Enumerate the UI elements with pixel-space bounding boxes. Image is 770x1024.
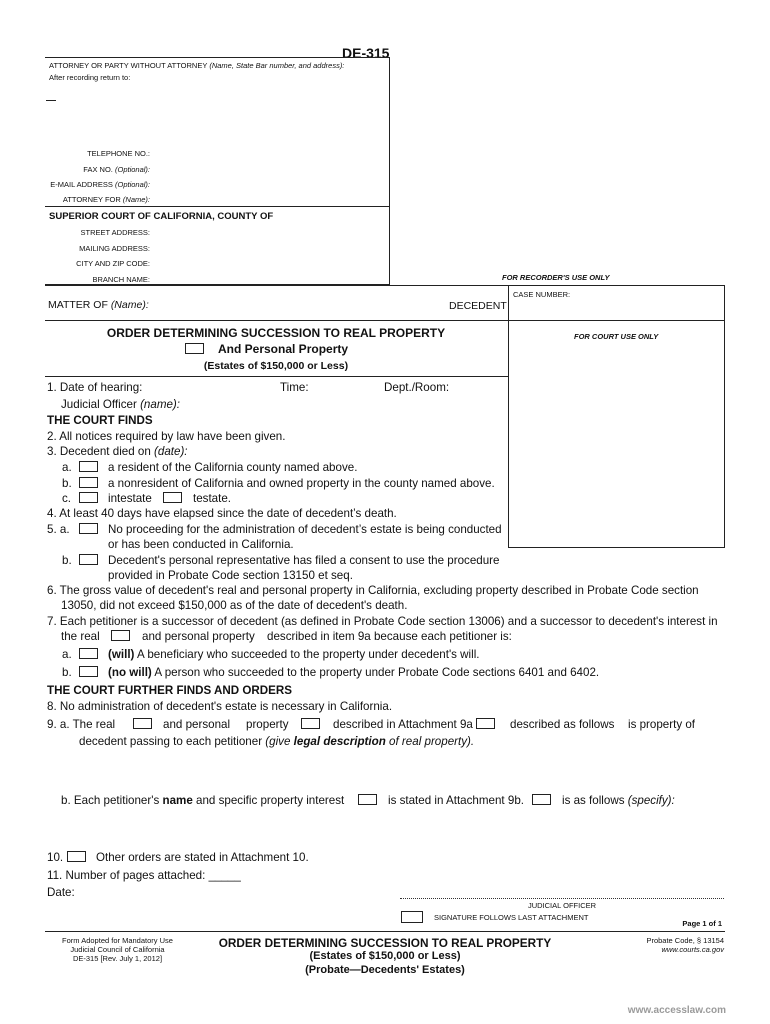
item-10-text: Other orders are stated in Attachment 10. — [96, 851, 309, 864]
item-7b-label: b. — [62, 666, 72, 679]
signature-line — [400, 898, 724, 899]
item-7-the-real: the real — [61, 630, 100, 643]
court-use-label: FOR COURT USE ONLY — [574, 332, 659, 341]
item-4: 4. At least 40 days have elapsed since the date of decedent’s death. — [47, 507, 397, 520]
footer-title-1: ORDER DETERMINING SUCCESSION TO REAL PROPERTY — [218, 936, 552, 950]
item-5b-checkbox[interactable] — [79, 554, 98, 565]
item-9b-attachment: is stated in Attachment 9b. — [388, 794, 524, 807]
item-3a-checkbox[interactable] — [79, 461, 98, 472]
intestate-label: intestate — [108, 492, 152, 505]
item-9a-is: is property of — [628, 718, 696, 731]
court-use-bottom — [508, 547, 725, 548]
item-11: 11. Number of pages attached: _____ — [47, 869, 241, 882]
page-number: Page 1 of 1 — [682, 919, 722, 928]
item-9a-line-2: decedent passing to each petitioner (give legal description of real property). — [79, 735, 475, 748]
branch-label: BRANCH NAME: — [92, 275, 150, 284]
court-use-divider — [508, 285, 509, 548]
item-3a-text: a resident of the California county named above. — [108, 461, 358, 474]
footer-adopted-2: Judicial Council of California — [70, 945, 165, 954]
item-5a-text-1: No proceeding for the administration of decedent’s estate is being conducted — [108, 523, 502, 536]
form-title: ORDER DETERMINING SUCCESSION TO REAL PROPERTY — [106, 326, 446, 340]
item-9a-property: property — [246, 718, 289, 731]
item-10-label: 10. — [47, 851, 64, 864]
footer-watermark: www.accesslaw.com — [627, 1005, 726, 1016]
item-7-described: described in item 9a because each petitioner is: — [267, 630, 512, 643]
item-9a-follows: described as follows — [510, 718, 615, 731]
item-5a-label: 5. a. — [47, 523, 70, 536]
form-number: DE-315 — [342, 45, 390, 61]
telephone-label: TELEPHONE NO.: — [87, 149, 150, 158]
testate-label: testate. — [193, 492, 232, 505]
decedent-label: DECEDENT — [449, 300, 507, 312]
item-9a-follows-checkbox[interactable] — [476, 718, 495, 729]
item-9b-follows: is as follows (specify): — [562, 794, 675, 807]
footer-url: www.courts.ca.gov — [661, 945, 724, 954]
title-divider — [45, 376, 508, 377]
footer-title-2: (Estates of $150,000 or Less) — [309, 950, 461, 962]
item-1-time: Time: — [280, 381, 309, 394]
item-9b-attachment-checkbox[interactable] — [358, 794, 377, 805]
item-1: 1. Date of hearing: — [47, 381, 143, 394]
form-estates: (Estates of $150,000 or Less) — [203, 360, 349, 372]
footer-adopted-1: Form Adopted for Mandatory Use — [62, 936, 173, 945]
attorney-for-label: ATTORNEY FOR (Name): — [62, 195, 150, 204]
case-number-label: CASE NUMBER: — [513, 290, 571, 299]
item-9a-label: 9. a. The real — [47, 718, 116, 731]
signature-follows-label: SIGNATURE FOLLOWS LAST ATTACHMENT — [434, 913, 589, 922]
judicial-officer-caption: JUDICIAL OFFICER — [527, 901, 597, 910]
item-3c-label: c. — [62, 492, 72, 505]
item-5b-text-2: provided in Probate Code section 13150 et seq. — [108, 569, 353, 582]
item-7-real-checkbox[interactable] — [111, 630, 130, 641]
fax-label: FAX NO. (Optional): — [83, 165, 150, 174]
court-title: SUPERIOR COURT OF CALIFORNIA, COUNTY OF — [49, 211, 274, 222]
recorder-use-label: FOR RECORDER'S USE ONLY — [502, 273, 610, 282]
item-9a-attachment: described in Attachment 9a — [333, 718, 473, 731]
item-3: 3. Decedent died on (date): — [47, 445, 188, 458]
item-7-personal: and personal property — [142, 630, 255, 643]
footer-divider — [45, 931, 725, 932]
item-9a-property-checkbox[interactable] — [301, 718, 320, 729]
item-2: 2. All notices required by law have been given. — [47, 430, 286, 443]
judicial-officer: Judicial Officer (name): — [61, 398, 181, 411]
item-7a-text: (will) A beneficiary who succeeded to the property under decedent's will. — [108, 648, 480, 661]
city-zip-label: CITY AND ZIP CODE: — [76, 259, 150, 268]
item-1-dept: Dept./Room: — [384, 381, 450, 394]
email-label: E-MAIL ADDRESS (Optional): — [50, 180, 150, 189]
street-label: STREET ADDRESS: — [80, 228, 150, 237]
attorney-heading: ATTORNEY OR PARTY WITHOUT ATTORNEY (Name, State Bar number, and address): — [49, 61, 345, 70]
item-3b-label: b. — [62, 477, 72, 490]
item-5a-text-2: or has been conducted in California. — [108, 538, 294, 551]
signature-follows-checkbox[interactable] — [401, 911, 423, 923]
item-8: 8. No administration of decedent's estate is necessary in California. — [47, 700, 393, 713]
item-7b-text: (no will) A person who succeeded to the property under Probate Code sections 6401 and 6402. — [108, 666, 600, 679]
footer-adopted-3: DE-315 [Rev. July 1, 2012] — [72, 954, 163, 963]
mailing-label: MAILING ADDRESS: — [79, 244, 150, 253]
matter-of-label: MATTER OF (Name): — [48, 299, 149, 311]
item-7a-label: a. — [62, 648, 72, 661]
item-5a-checkbox[interactable] — [79, 523, 98, 534]
court-use-right-edge — [724, 285, 725, 548]
footer-code: Probate Code, § 13154 — [646, 936, 724, 945]
item-7a-checkbox[interactable] — [79, 648, 98, 659]
item-3b-text: a nonresident of California and owned property in the county named above. — [108, 477, 495, 490]
item-3a-label: a. — [62, 461, 72, 474]
testate-checkbox[interactable] — [163, 492, 182, 503]
intestate-checkbox[interactable] — [79, 492, 98, 503]
item-10-checkbox[interactable] — [67, 851, 86, 862]
item-9a-real-checkbox[interactable] — [133, 718, 152, 729]
tick-mark — [46, 100, 56, 101]
footer-title-3: (Probate—Decedents' Estates) — [305, 964, 465, 976]
item-5b-text-1: Decedent's personal representative has filed a consent to use the procedure — [108, 554, 500, 567]
form-subtitle: And Personal Property — [218, 342, 349, 356]
item-9a-personal: and personal — [163, 718, 231, 731]
item-7-line-1: 7. Each petitioner is a successor of decedent (as defined in Probate Code section 13006) and a successor to decedent's interest in — [47, 615, 718, 628]
item-9b: b. Each petitioner's name and specific property interest — [61, 794, 345, 807]
item-9b-follows-checkbox[interactable] — [532, 794, 551, 805]
return-to-label: After recording return to: — [49, 73, 131, 82]
court-finds-heading: THE COURT FINDS — [47, 414, 153, 427]
personal-property-checkbox[interactable] — [185, 343, 204, 354]
further-finds-heading: THE COURT FURTHER FINDS AND ORDERS — [47, 684, 292, 697]
date-label: Date: — [47, 886, 75, 899]
item-5b-label: b. — [62, 554, 72, 567]
item-3b-checkbox[interactable] — [79, 477, 98, 488]
item-6-line-1: 6. The gross value of decedent's real and personal property in California, excluding property described in Probate Code section — [47, 584, 699, 597]
item-6-line-2: 13050, did not exceed $150,000 as of the date of decedent's death. — [61, 599, 408, 612]
item-7b-checkbox[interactable] — [79, 666, 98, 677]
